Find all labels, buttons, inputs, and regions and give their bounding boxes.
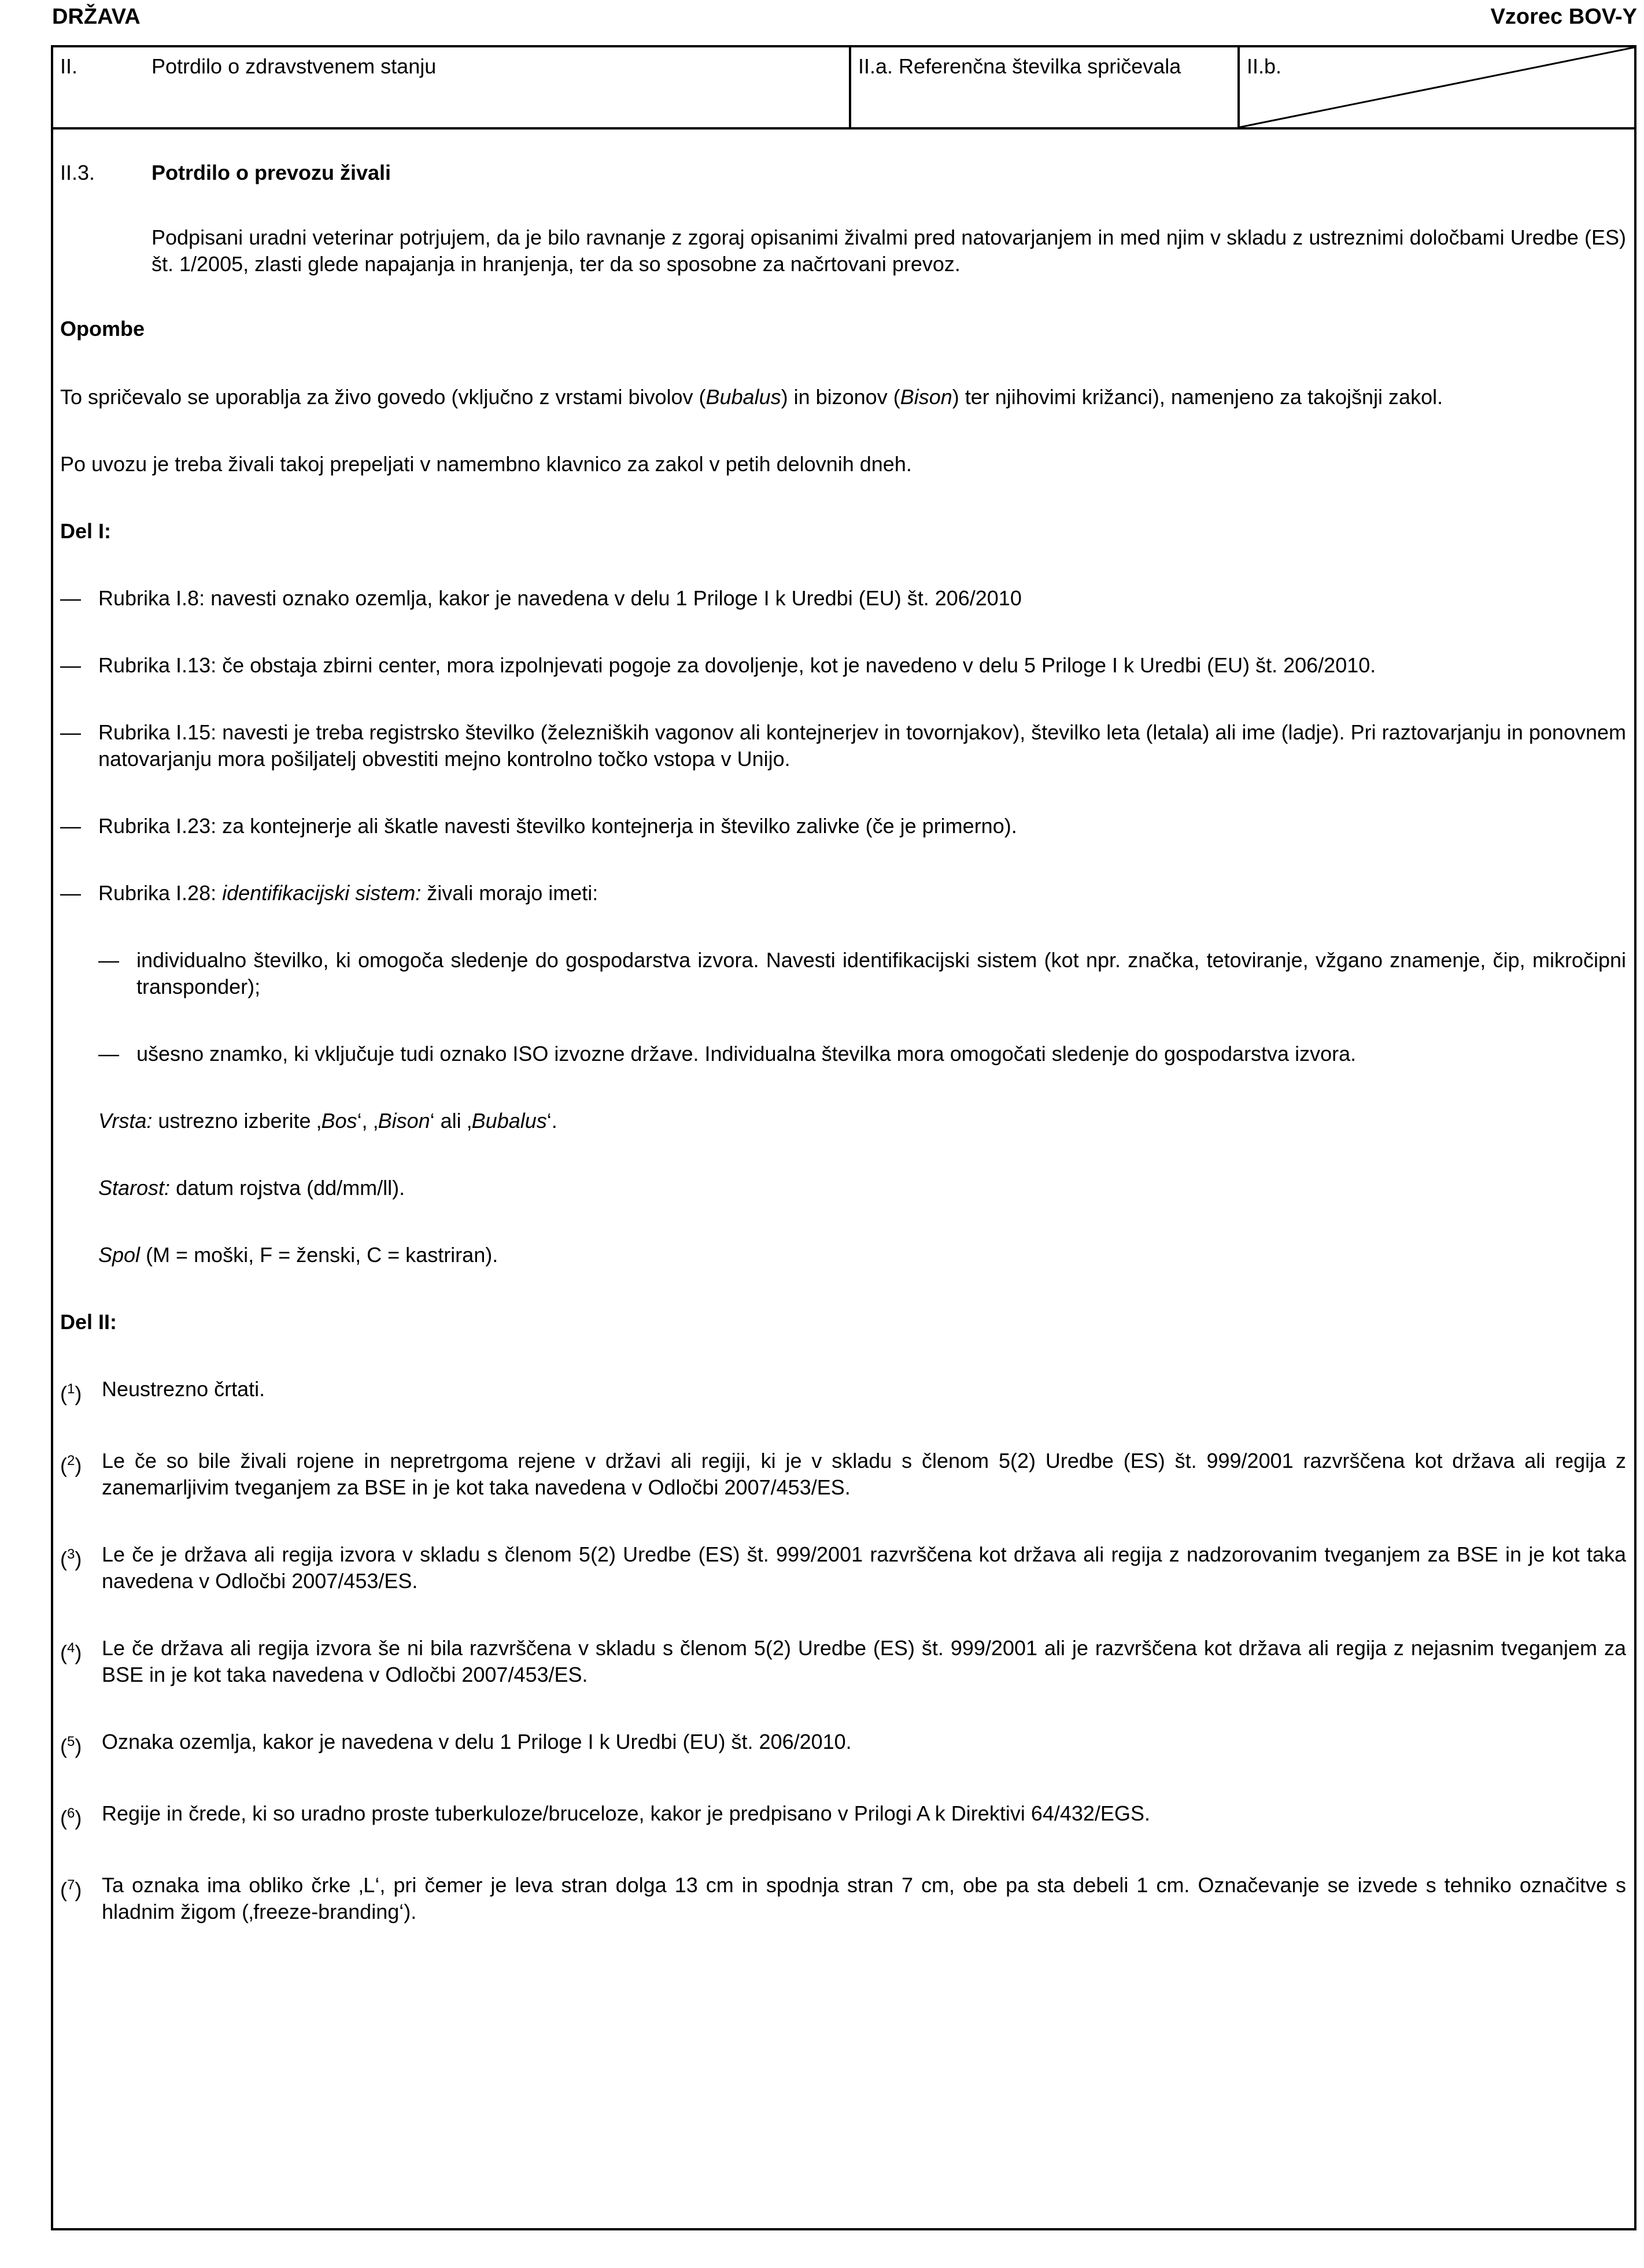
reference-cell: [851, 47, 1240, 127]
notes-paragraph-1: To spričevalo se uporablja za živo govedo (vključno z vrstami bivolov (Bubalus) in bizonov (Bison) ter njihovimi križanci), namenjeno za takojšnji zakol.: [60, 385, 1443, 409]
list-item: — Rubrika I.23: za kontejnerje ali škatle navesti številko kontejnerja in številko zalivke (če je primerno).: [60, 814, 1017, 838]
list-item: — Rubrika I.15: navesti je treba registrsko številko (železniških vagonov ali kontejnerjev in tovornjakov), številko leta (letala) ali ime (ladje). Pri raztovarjanju in ponovnem natovarjanju mora pošiljatelj obvestiti mejno kontrolno točko vstopa v Unijo.: [60, 720, 1626, 771]
reference-b-cell: [1240, 47, 1634, 127]
footnote: ($^4$) Le če država ali regija izvora še ni bila razvrščena v skladu s členom 5(2) Uredbe (ES) št. 999/2001 ali je razvrščena kot država ali regija z nejasnim tveganjem za BSE in je kot taka navedena v Odločbi 2007/453/ES.: [60, 1636, 1626, 1686]
reference-number-label: II.a. Referenčna številka spričevala: [858, 54, 1181, 78]
transport-number: II.3.: [60, 161, 95, 184]
certificate-body: [53, 130, 1634, 2228]
footnote: ($^3$) Le če je država ali regija izvora v skladu s členom 5(2) Uredbe (ES) št. 999/2001 razvrščena kot država ali regija z nadzorovanim tveganjem za BSE in je kot taka navedena v Odločbi 2007/453/ES.: [60, 1542, 1626, 1593]
transport-statement: Podpisani uradni veterinar potrjujem, da je bilo ravnanje z zgoraj opisanimi živalmi pred natovarjanjem in med njim v skladu z ustreznimi določbami Uredbe (ES) št. 1/2005, zlasti glede napajanja in hranjenja, ter da so sposobne za načrtovani prevoz.: [152, 225, 1626, 276]
footnote: ($^1$) Neustrezno črtati.: [60, 1377, 265, 1405]
species-note: Vrsta: ustrezno izberite ‚Bos‘, ‚Bison‘ ali ‚Bubalus‘.: [98, 1109, 557, 1133]
notes-heading: Opombe: [60, 317, 145, 341]
section-number: II.: [60, 54, 78, 78]
section-title: Potrdilo o zdravstvenem stanju: [152, 54, 437, 78]
part1-heading: Del I:: [60, 519, 112, 543]
reference-b-label: II.b.: [1247, 54, 1282, 78]
list-item: — Rubrika I.28: identifikacijski sistem: živali morajo imeti:: [60, 881, 599, 905]
footnote: ($^5$) Oznaka ozemlja, kakor je navedena v delu 1 Priloge I k Uredbi (EU) št. 206/2010.: [60, 1730, 852, 1758]
country-header: DRŽAVA: [52, 5, 141, 29]
sub-list-item: — individualno številko, ki omogoča sledenje do gospodarstva izvora. Navesti identifikacijski sistem (kot npr. značka, tetoviranje, vžgano znamenje, čip, mikročipni transponder);: [98, 948, 1626, 998]
sub-list-item: — ušesno znamko, ki vključuje tudi oznako ISO izvozne države. Individualna številka mora omogočati sledenje do gospodarstva izvora.: [98, 1042, 1357, 1065]
header-row: [53, 47, 1634, 130]
certificate-frame: [51, 45, 1636, 2230]
part2-heading: Del II:: [60, 1310, 117, 1334]
transport-heading: [60, 160, 1626, 186]
footnote: ($^7$) Ta oznaka ima obliko črke ‚L‘, pri čemer je leva stran dolga 13 cm in spodnja stran 7 cm, obe pa sta debeli 1 cm. Označevanje se izvede s tehniko označitve s hladnim žigom (‚freeze-branding‘).: [60, 1873, 1626, 1923]
notes-paragraph-2: Po uvozu je treba živali takoj prepeljati v namembno klavnico za zakol v petih delovnih dneh.: [60, 452, 912, 476]
list-item: — Rubrika I.13: če obstaja zbirni center, mora izpolnjevati pogoje za dovoljenje, kot je navedeno v delu 5 Priloge I k Uredbi (EU) št. 206/2010.: [60, 653, 1376, 677]
model-header: Vzorec BOV-Y: [1490, 5, 1637, 29]
footnote: ($^2$) Le če so bile živali rojene in nepretrgoma rejene v državi ali regiji, ki je v skladu s členom 5(2) Uredbe (ES) št. 999/2001 razvrščena kot država ali regija z zanemarljivim tveganjem za BSE in je kot taka navedena v Odločbi 2007/453/ES.: [60, 1449, 1626, 1499]
list-item: — Rubrika I.8: navesti oznako ozemlja, kakor je navedena v delu 1 Priloge I k Uredbi (EU) št. 206/2010: [60, 586, 1022, 610]
transport-title: Potrdilo o prevozu živali: [152, 161, 391, 184]
section-cell: [53, 47, 851, 127]
diagonal-strike: [1240, 47, 1634, 127]
age-note: Starost: datum rojstva (dd/mm/ll).: [98, 1176, 405, 1200]
footnote: ($^6$) Regije in črede, ki so uradno proste tuberkuloze/bruceloze, kakor je predpisano v Prilogi A k Direktivi 64/432/EGS.: [60, 1801, 1150, 1830]
sex-note: Spol (M = moški, F = ženski, C = kastriran).: [98, 1243, 498, 1267]
